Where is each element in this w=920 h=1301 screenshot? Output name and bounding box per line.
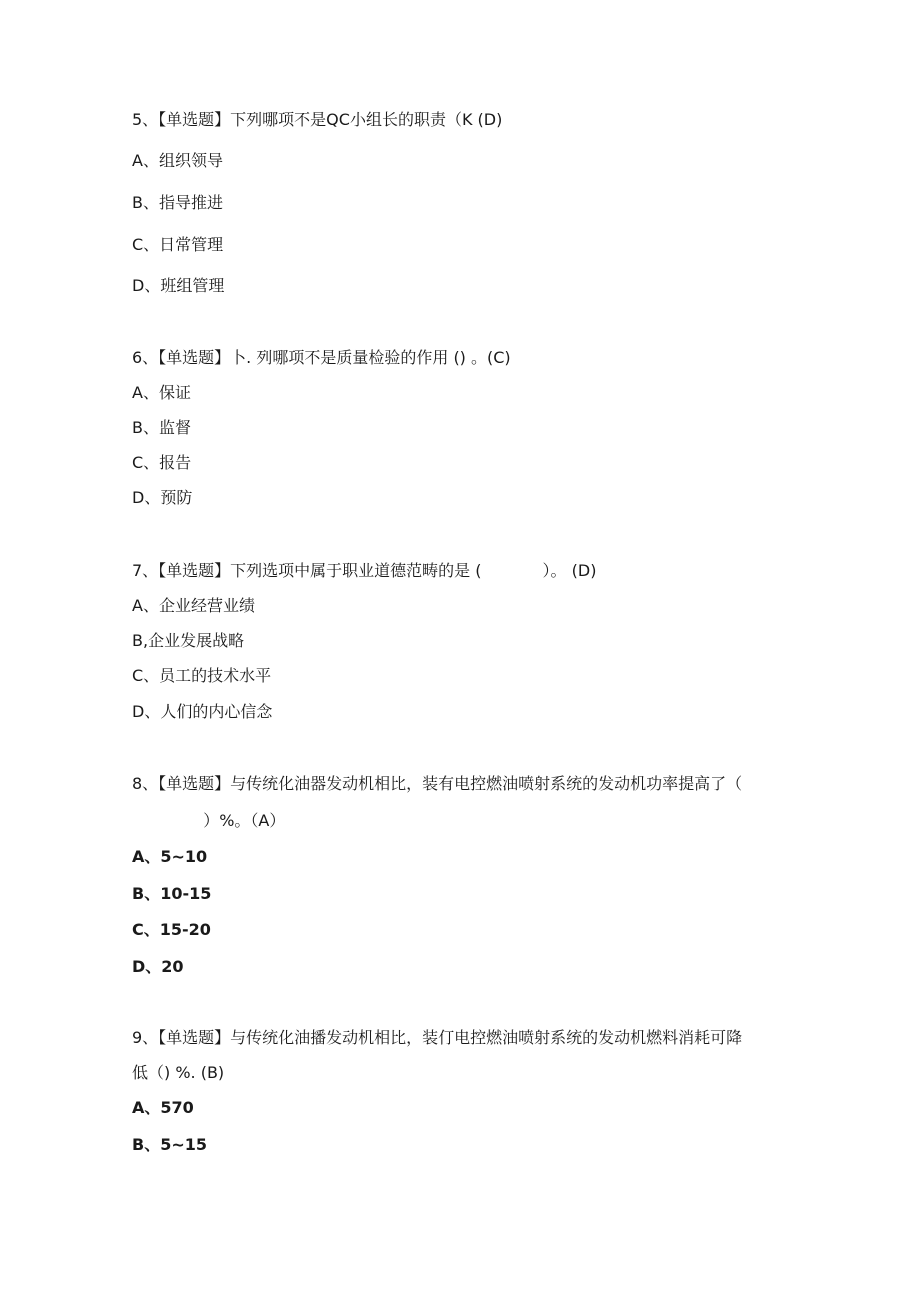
question-5-stem: 5、【单选题】下列哪项不是QC小组长的职责（K (D): [132, 110, 503, 129]
question-9-stem: 9、【单选题】与传统化油播发动机相比，装仃电控燃油喷射系统的发动机燃料消耗可降: [132, 1028, 743, 1047]
question-6-option-d: D、预防: [132, 488, 193, 507]
question-8-option-b: B、10-15: [132, 884, 212, 903]
question-5-option-b: B、指导推进: [132, 193, 223, 212]
question-6-option-b: B、监督: [132, 418, 191, 437]
question-6-option-a: A、保证: [132, 383, 191, 402]
question-7-option-a: A、企业经营业绩: [132, 596, 255, 615]
question-9-option-a: A、570: [132, 1098, 194, 1117]
question-6-stem: 6、【单选题】卜. 列哪项不是质量检验的作用 () 。(C): [132, 348, 511, 367]
question-7-option-b: B,企业发展战略: [132, 631, 245, 650]
question-7-stem: 7、【单选题】下列选项中属于职业道德范畴的是 ( ）。 (D): [132, 561, 597, 580]
question-7-option-d: D、人们的内心信念: [132, 702, 273, 721]
question-8-stem-continued: ）%。（A）: [132, 811, 286, 830]
question-8-option-c: C、15-20: [132, 920, 211, 939]
question-5-option-c: C、日常管理: [132, 235, 224, 254]
question-7-option-c: C、员工的技术水平: [132, 666, 272, 685]
question-5-option-a: A、组织领导: [132, 151, 223, 170]
question-9-option-b: B、5~15: [132, 1135, 208, 1154]
question-8-stem: 8、【单选题】与传统化油器发动机相比，装有电控燃油喷射系统的发动机功率提高了（: [132, 774, 743, 793]
question-5-option-d: D、班组管理: [132, 276, 225, 295]
question-6-option-c: C、报告: [132, 453, 192, 472]
question-8-option-a: A、5~10: [132, 847, 208, 866]
question-9-stem-continued: 低（) %. (B): [132, 1063, 225, 1082]
question-8-option-d: D、20: [132, 957, 184, 976]
